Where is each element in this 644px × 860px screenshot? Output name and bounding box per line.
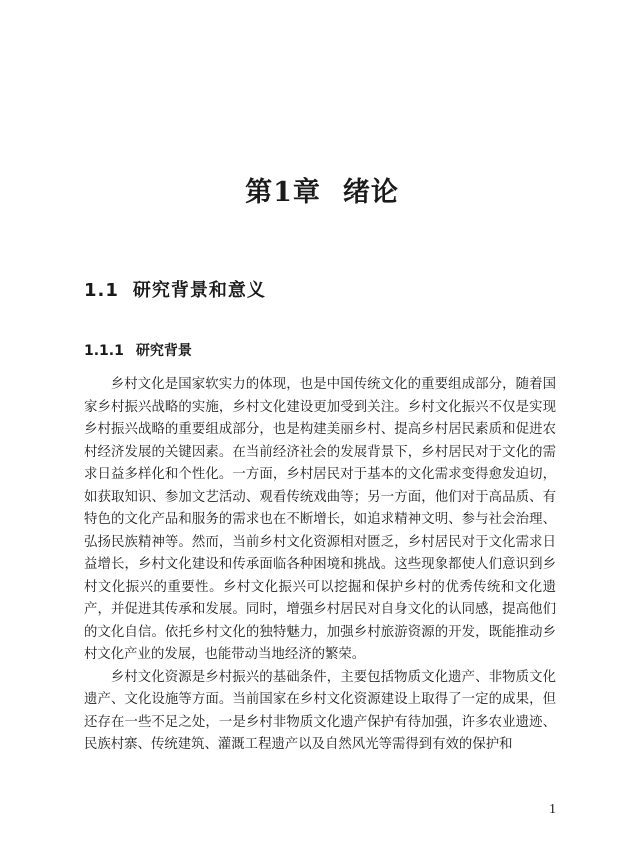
section-title: 研究背景和意义 (132, 280, 266, 301)
section-heading (84, 276, 266, 306)
chapter-label: 第1章 (245, 177, 321, 208)
chapter-heading (0, 168, 644, 218)
paragraph: 乡村文化资源是乡村振兴的基础条件，主要包括物质文化遗产、非物质文化遗产、文化设施等方面。当前国家在乡村文化资源建设上取得了一定的成果，但还存在一些不足之处，一是乡村非物质文化遗产保护有待加强，许多农业遗迹、民族村寨、传统建筑、灌溉工程遗产以及自然风光等需得到有效的保护和 (84, 669, 556, 752)
paragraph: 乡村文化是国家软实力的体现，也是中国传统文化的重要组成部分，随着国家乡村振兴战略的实施，乡村文化建设更加受到关注。乡村文化振兴不仅是实现乡村振兴战略的重要组成部分，也是构建美丽乡村、提高乡村居民素质和促进农村经济发展的关键因素。在当前经济社会的发展背景下，乡村居民对于文化的需求日益多样化和个性化。一方面，乡村居民对于基本的文化需求变得愈发迫切，如获取知识、参加文艺活动、观看传统戏曲等；另一方面，他们对于高品质、有特色的文化产品和服务的需求也在不断增长，如追求精神文明、参与社会治理、弘扬民族精神等。然而，当前乡村文化资源相对匮乏，乡村居民对于文化需求日益增长，乡村文化建设和传承面临各种困境和挑战。这些现象都使人们意识到乡村文化振兴的重要性。乡村文化振兴可以挖掘和保护乡村的优秀传统和文化遗产，并促进其传承和发展。同时，增强乡村居民对自身文化的认同感，提高他们的文化自信。依托乡村文化的独特魅力，加强乡村旅游资源的开发，既能推动乡村文化产业的发展，也能带动当地经济的繁荣。 (84, 377, 556, 662)
chapter-title: 绪论 (342, 177, 399, 208)
section-number: 1.1 (84, 280, 119, 301)
subsection-number: 1.1.1 (84, 343, 124, 359)
page-number: 1 (549, 802, 556, 817)
body-text (84, 374, 556, 757)
subsection-heading (84, 339, 192, 363)
subsection-title: 研究背景 (135, 343, 192, 359)
